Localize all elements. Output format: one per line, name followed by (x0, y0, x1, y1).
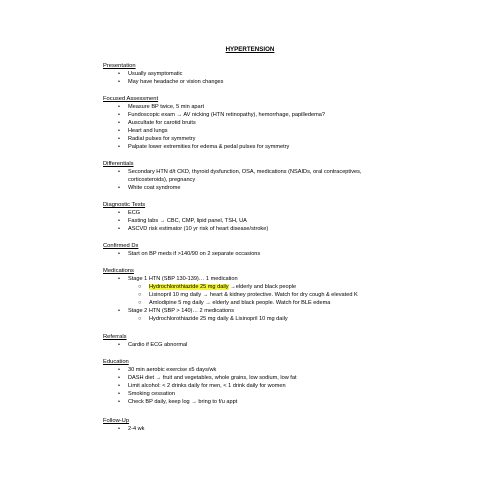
bullet: • (118, 112, 120, 118)
bullet: • (118, 276, 120, 282)
list-item: Auscultate for carotid bruits (128, 120, 196, 126)
list-item-stage1: Stage 1 HTN (SBP 130-139)… 1 medication (128, 276, 238, 282)
section-heading-focused-assessment: Focused Assessment (103, 96, 159, 102)
section-heading-medications: Medications (103, 268, 134, 274)
bullet: • (118, 367, 120, 373)
list-item: ECG (128, 210, 141, 216)
sub-bullet: ○ (138, 284, 142, 290)
section-heading-confirmed-dx: Confirmed Dx (103, 243, 139, 249)
bullet: • (118, 169, 120, 175)
bullet: • (118, 79, 120, 85)
list-item-hctz (149, 284, 296, 291)
bullet: • (118, 399, 120, 405)
bullet: • (118, 185, 120, 191)
bullet: • (118, 71, 120, 77)
list-item: 30 min aerobic exercise x5 days/wk (128, 367, 217, 373)
bullet: • (118, 218, 120, 224)
list-item-stage2: Stage 2 HTN (SBP > 140)… 2 medications (128, 308, 235, 314)
bullet: • (118, 144, 120, 150)
sub-bullet: ○ (138, 300, 142, 306)
bullet: • (118, 383, 120, 389)
sub-bullet: ○ (138, 292, 142, 298)
list-item: Fundoscopic exam → AV nicking (HTN retinopathy), hemorrhage, papilledema? (128, 112, 326, 118)
bullet: • (118, 426, 120, 432)
list-item: Smoking cessation (128, 391, 175, 397)
list-item-combo: Hydrochlorothiazide 25 mg daily & Lisinopril 10 mg daily (149, 316, 288, 322)
bullet: • (118, 308, 120, 314)
list-item: Usually asymptomatic (128, 71, 183, 77)
list-item: Palpate lower extremities for edema & pedal pulses for symmetry (128, 144, 290, 150)
bullet: • (118, 210, 120, 216)
bullet: • (118, 136, 120, 142)
bullet: • (118, 342, 120, 348)
sub-bullet: ○ (138, 316, 142, 322)
list-item: May have headache or vision changes (128, 79, 224, 85)
list-item: Radial pulses for symmetry (128, 136, 196, 142)
section-heading-education: Education (103, 359, 129, 365)
section-heading-presentation: Presentation (103, 63, 136, 69)
list-item: Heart and lungs (128, 128, 168, 134)
bullet: • (118, 120, 120, 126)
section-heading-diagnostic-tests: Diagnostic Tests (103, 202, 146, 208)
section-heading-follow-up: Follow-Up (103, 418, 130, 424)
list-item-lisinopril: Lisinopril 10 mg daily → heart & kidney protective. Watch for dry cough & elevated K (149, 292, 358, 298)
list-item: ASCVD risk estimator (10 yr risk of heart disease/stroke) (128, 226, 269, 232)
list-item: Check BP daily, keep log → bring to f/u appt (128, 399, 238, 405)
bullet: • (118, 128, 120, 134)
list-item-amlodipine: Amlodipine 5 mg daily → elderly and black people. Watch for BLE edema (149, 300, 331, 306)
page-title: HYPERTENSION (225, 46, 275, 53)
list-item: Start on BP meds if >140/90 on 2 separate occasions (128, 251, 261, 257)
list-item: DASH diet → fruit and vegetables, whole grains, low sodium, low fat (128, 375, 297, 381)
list-item: Cardio if ECG abnormal (128, 342, 188, 348)
list-item: 2-4 wk (128, 426, 145, 432)
list-item: White coat syndrome (128, 185, 181, 191)
bullet: • (118, 251, 120, 257)
bullet: • (118, 375, 120, 381)
section-heading-referrals: Referrals (103, 334, 127, 340)
highlighted-text: Hydrochlorothiazide 25 mg daily (149, 284, 229, 290)
list-item: Measure BP twice, 5 min apart (128, 104, 205, 110)
bullet: • (118, 226, 120, 232)
list-item: Limit alcohol: < 2 drinks daily for men, < 1 drink daily for women (128, 383, 286, 389)
text-span: →elderly and black people (228, 284, 297, 290)
bullet: • (118, 391, 120, 397)
section-heading-differentials: Differentials (103, 161, 134, 167)
list-item-continuation: corticosteroids), pregnancy (128, 177, 196, 183)
list-item: Secondary HTN d/t CKD, thyroid dysfunction, OSA, medications (NSAIDs, oral contraceptives, (128, 169, 362, 175)
list-item: Fasting labs → CBC, CMP, lipid panel, TSH, UA (128, 218, 247, 224)
bullet: • (118, 104, 120, 110)
